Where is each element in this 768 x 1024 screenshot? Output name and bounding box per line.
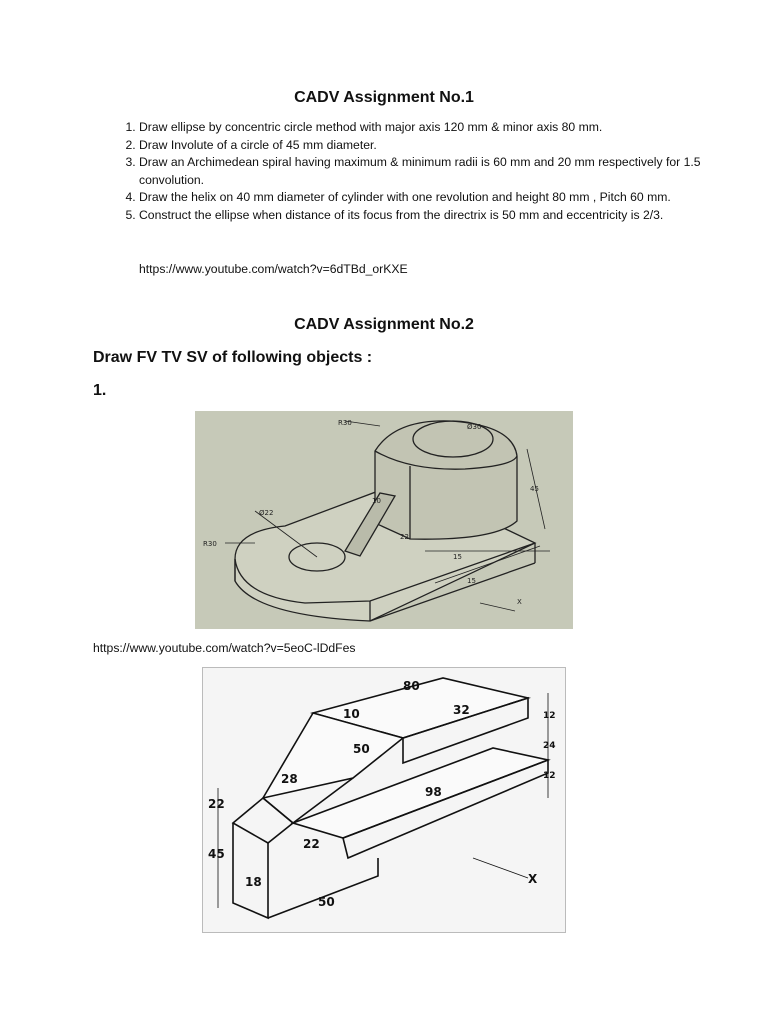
fig2-label: 10: [343, 707, 360, 721]
fig1-label: 15: [467, 577, 476, 585]
figure-2-drawing: [203, 668, 565, 932]
assignment2-title: CADV Assignment No.2: [294, 316, 474, 333]
task-item: 1. Draw ellipse by concentric circle method with major axis 120 mm & minor axis 80 mm.: [139, 119, 739, 137]
youtube-link-2[interactable]: https://www.youtube.com/watch?v=5eoC-lDdFes: [93, 641, 356, 655]
figure-1-drawing: [195, 411, 573, 629]
fig2-label: X: [528, 872, 538, 886]
fig2-label: 98: [425, 785, 442, 799]
assignment1-title: CADV Assignment No.1: [294, 89, 474, 106]
fig2-label: 50: [318, 895, 335, 909]
fig1-label: Ø30: [467, 423, 482, 431]
instruction-heading: Draw FV TV SV of following objects :: [93, 349, 373, 366]
fig2-label: 45: [208, 847, 225, 861]
fig1-label: 10: [372, 497, 381, 505]
fig1-label: 22: [400, 533, 409, 541]
fig1-label: 15: [453, 553, 462, 561]
fig2-label: 50: [353, 742, 370, 756]
fig2-label: 80: [403, 679, 420, 693]
fig1-label: R30: [203, 540, 217, 548]
isometric-figure-1: [195, 411, 573, 629]
isometric-figure-2: [203, 668, 565, 932]
task-item: 3. Draw an Archimedean spiral having maximum & minimum radii is 60 mm and 20 mm respectively for 1.5 convolution.: [139, 154, 739, 189]
fig1-label: X: [517, 598, 522, 606]
fig1-label: R30: [338, 419, 352, 427]
task-list: [93, 119, 739, 225]
youtube-link-1[interactable]: https://www.youtube.com/watch?v=6dTBd_orKXE: [139, 262, 408, 276]
item-number: 1.: [93, 382, 107, 399]
fig2-label: 22: [208, 797, 225, 811]
task-item: 5. Construct the ellipse when distance of its focus from the directrix is 50 mm and eccentricity is 2/3.: [139, 207, 739, 225]
task-item: 4. Draw the helix on 40 mm diameter of cylinder with one revolution and height 80 mm , Pitch 60 mm.: [139, 189, 739, 207]
fig2-label: 28: [281, 772, 298, 786]
fig1-label: 45: [530, 485, 539, 493]
fig1-label: Ø22: [259, 509, 274, 517]
task-item: 2. Draw Involute of a circle of 45 mm diameter.: [139, 137, 739, 155]
fig2-label: 22: [303, 837, 320, 851]
fig2-label: 32: [453, 703, 470, 717]
fig2-label: 12: [543, 771, 556, 781]
fig2-label: 24: [543, 741, 556, 751]
fig2-label: 12: [543, 711, 556, 721]
fig2-label: 18: [245, 875, 262, 889]
